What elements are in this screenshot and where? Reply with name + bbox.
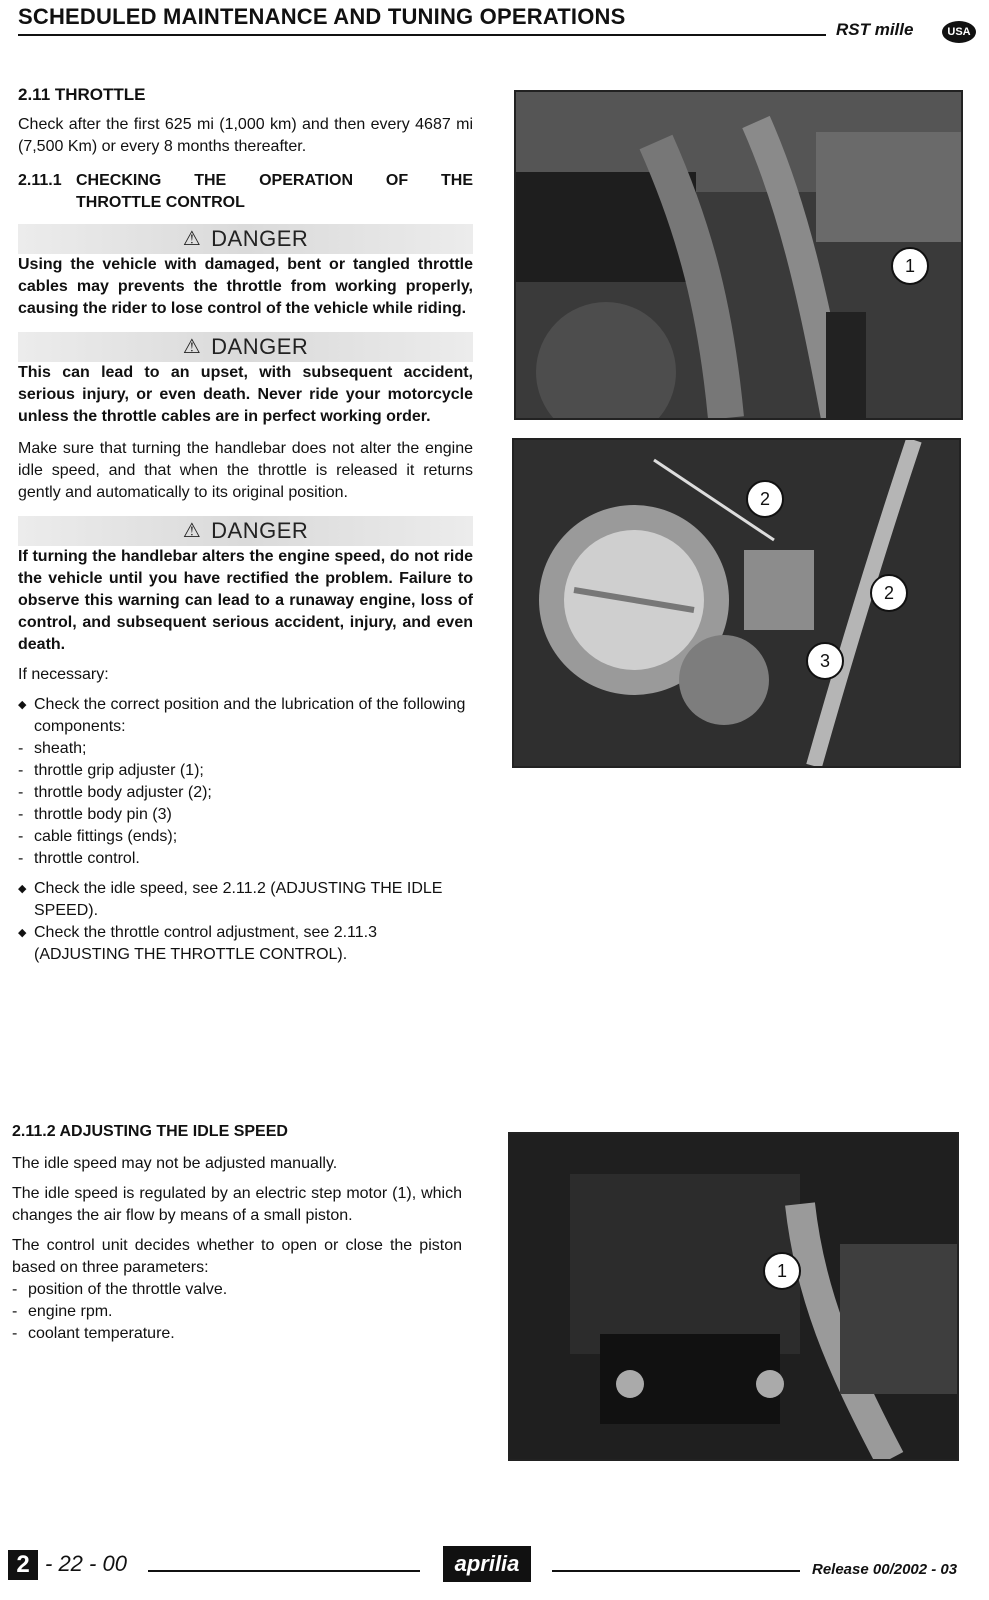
section-2-11 bbox=[18, 84, 473, 966]
photo-throttle-grip bbox=[514, 90, 963, 420]
list-item: - engine rpm. bbox=[12, 1301, 462, 1323]
component-list bbox=[18, 738, 473, 870]
release-info: Release 00/2002 - 03 bbox=[812, 1561, 958, 1578]
list-item: - throttle grip adjuster (1); bbox=[18, 760, 473, 782]
danger-banner: ⚠ DANGER bbox=[18, 332, 473, 362]
if-necessary-text: If necessary: bbox=[18, 666, 109, 683]
photo-idle-step-motor bbox=[508, 1132, 959, 1461]
subsection-heading: 2.11.1 CHECKING THE OPERATION OF THE THROTTLE CONTROL bbox=[18, 172, 473, 211]
check-list bbox=[18, 694, 473, 738]
body-text: Make sure that turning the handlebar does not alter the engine idle speed, and that when the throttle is released it returns gently and automatically to its original position. bbox=[18, 440, 473, 501]
list-item: ◆ Check the correct position and the lubrication of the following components: bbox=[18, 694, 473, 738]
section-number-box: 2 bbox=[8, 1550, 38, 1580]
list-item: - throttle body pin (3) bbox=[18, 804, 473, 826]
callout-3: 3 bbox=[806, 642, 844, 680]
list-item: - cable fittings (ends); bbox=[18, 826, 473, 848]
callout-2: 2 bbox=[870, 574, 908, 612]
photo-throttle-body bbox=[512, 438, 961, 768]
callout-1: 1 bbox=[891, 247, 929, 285]
section-2-11-2 bbox=[12, 1121, 462, 1345]
page-title: SCHEDULED MAINTENANCE AND TUNING OPERATIONS bbox=[18, 4, 626, 29]
page-number: - 22 - 00 bbox=[45, 1551, 127, 1576]
usa-badge: USA bbox=[942, 21, 976, 43]
intro-text: Check after the first 625 mi (1,000 km) and then every 4687 mi (7,500 Km) or every 8 months thereafter. bbox=[18, 116, 473, 155]
header-rule bbox=[18, 34, 826, 36]
list-item: ◆ Check the throttle control adjustment, see 2.11.3 (ADJUSTING THE THROTTLE CONTROL). bbox=[18, 922, 473, 966]
body-text: The control unit decides whether to open or close the piston based on three parameters: bbox=[12, 1237, 462, 1276]
list-item: - position of the throttle valve. bbox=[12, 1279, 462, 1301]
warning-icon: ⚠ bbox=[182, 336, 202, 358]
model-name: RST mille bbox=[836, 20, 914, 39]
warning-icon: ⚠ bbox=[182, 228, 202, 250]
footer-rule bbox=[552, 1570, 800, 1572]
danger-text: Using the vehicle with damaged, bent or tangled throttle cables may prevents the throttle from working properly, causing the rider to lose control of the vehicle while riding. bbox=[18, 256, 473, 317]
section-heading: 2.11 THROTTLE bbox=[18, 85, 146, 104]
list-item: - throttle control. bbox=[18, 848, 473, 870]
list-item: ◆ Check the idle speed, see 2.11.2 (ADJUSTING THE IDLE SPEED). bbox=[18, 878, 473, 922]
body-text: The idle speed is regulated by an electric step motor (1), which changes the air flow by means of a small piston. bbox=[12, 1185, 462, 1224]
danger-banner: ⚠ DANGER bbox=[18, 516, 473, 546]
danger-text: This can lead to an upset, with subsequent accident, serious injury, or even death. Never ride your motorcycle unless the throttle cables are in perfect working order. bbox=[18, 364, 473, 425]
warning-icon: ⚠ bbox=[182, 520, 202, 542]
body-text: The idle speed may not be adjusted manually. bbox=[12, 1155, 338, 1172]
callout-2: 2 bbox=[746, 480, 784, 518]
danger-text: If turning the handlebar alters the engine speed, do not ride the vehicle until you have rectified the problem. Failure to observe this warning can lead to a runaway engine, loss of control, and subsequent serious accident, injury, and even death. bbox=[18, 548, 473, 653]
section-heading: 2.11.2 ADJUSTING THE IDLE SPEED bbox=[12, 1123, 288, 1140]
danger-banner: ⚠ DANGER bbox=[18, 224, 473, 254]
footer-rule bbox=[148, 1570, 420, 1572]
check-list bbox=[18, 878, 473, 966]
list-item: - coolant temperature. bbox=[12, 1323, 462, 1345]
photo-illustration bbox=[510, 1134, 957, 1459]
list-item: - throttle body adjuster (2); bbox=[18, 782, 473, 804]
brand-logo: aprilia bbox=[443, 1546, 531, 1582]
callout-1: 1 bbox=[763, 1252, 801, 1290]
parameter-list bbox=[12, 1279, 462, 1345]
list-item: - sheath; bbox=[18, 738, 473, 760]
